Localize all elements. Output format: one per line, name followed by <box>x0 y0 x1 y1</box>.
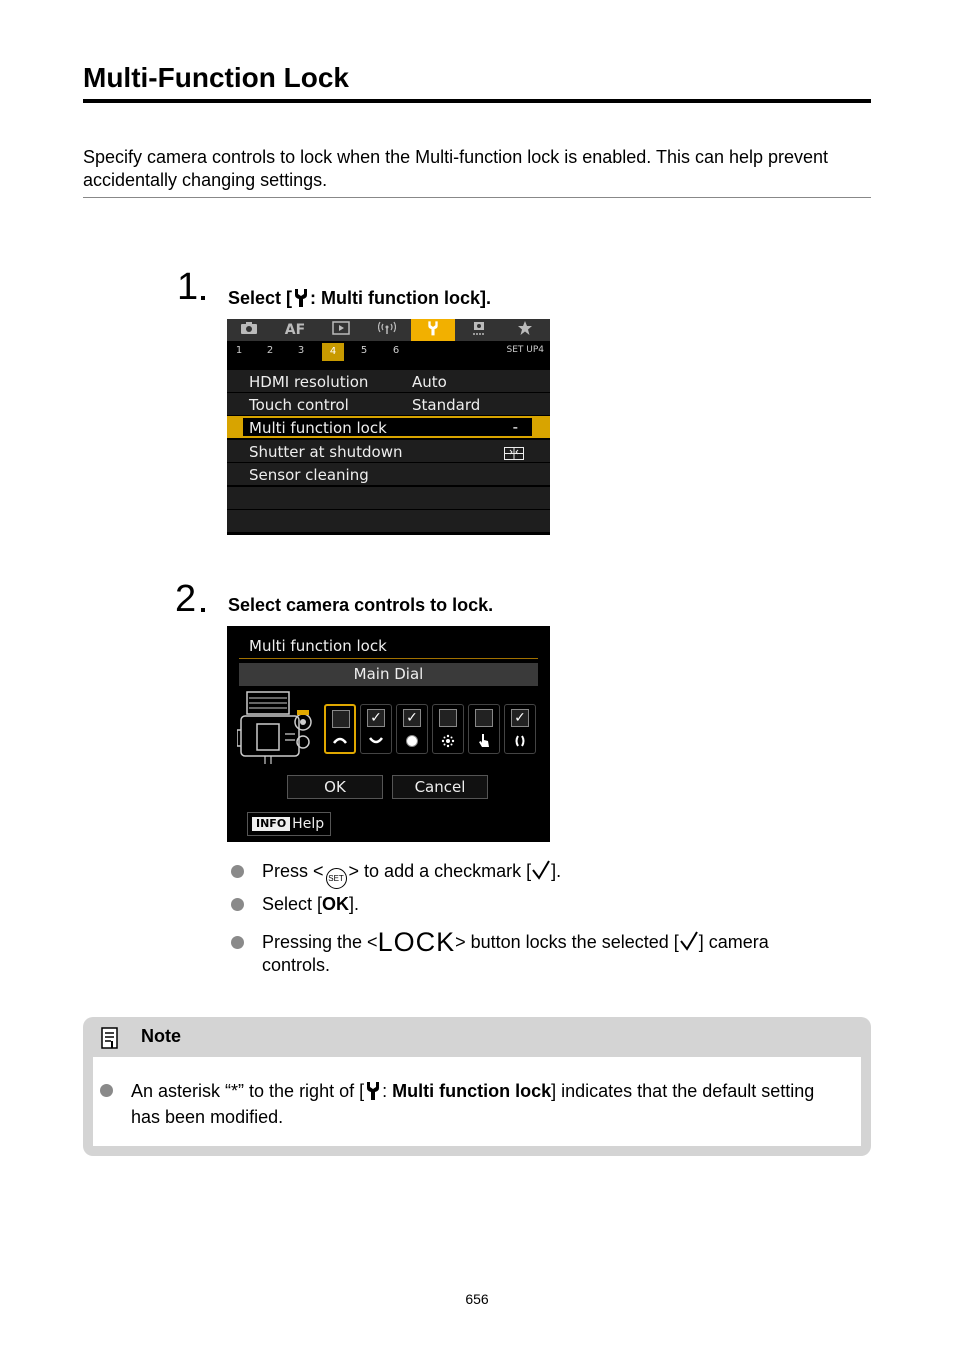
multi-function-lock-screen <box>227 626 550 842</box>
header-rule <box>239 658 538 659</box>
menu-row-label: HDMI resolution <box>249 373 369 391</box>
subtab-4[interactable]: 4 <box>322 343 344 361</box>
control-quick-dial-2[interactable] <box>396 704 428 754</box>
bullet-3-after: > button locks the selected [ <box>455 932 679 952</box>
control-main-dial[interactable] <box>324 704 356 754</box>
wrench-icon <box>292 288 310 312</box>
setup-page-label: SET UP4 <box>506 345 544 355</box>
control-name-bar: Main Dial <box>239 663 538 686</box>
bullet-text-3 <box>262 927 769 957</box>
control-ring-icon <box>505 732 535 750</box>
bullet-dot <box>231 865 244 878</box>
ok-button[interactable]: OK <box>287 775 383 799</box>
control-multi-controller[interactable] <box>432 704 464 754</box>
menu-row-sensor[interactable] <box>227 463 550 485</box>
set-button-icon: SET <box>326 868 347 889</box>
shutter-closed-icon <box>504 445 524 464</box>
checkmark-icon <box>679 931 699 957</box>
menu-row-empty <box>227 487 550 509</box>
menu-row-hdmi[interactable] <box>227 370 550 392</box>
lock-button-icon: LOCK <box>377 927 456 957</box>
camera-icon <box>240 321 258 339</box>
bullet-1-before: Press < <box>262 861 324 881</box>
note-box <box>83 1017 871 1156</box>
custom-icon <box>471 320 487 340</box>
camera-body-icon <box>237 690 321 770</box>
quick-control-dial-icon <box>361 732 391 750</box>
tab-playback[interactable] <box>319 319 363 341</box>
step-2-dot <box>201 608 205 612</box>
bullet-3-before: Pressing the < <box>262 932 378 952</box>
control-ring[interactable] <box>504 704 536 754</box>
touch-hand-icon <box>469 732 499 750</box>
multi-controller-icon <box>433 732 463 750</box>
title-rule <box>83 99 871 103</box>
checkmark-icon: ✓ <box>370 710 382 726</box>
menu-row-label: Shutter at shutdown <box>249 443 403 461</box>
bullet-text-2 <box>262 893 359 916</box>
menu-row-touch[interactable] <box>227 393 550 415</box>
menu-tabs <box>227 319 550 341</box>
star-icon <box>517 320 533 340</box>
step-1-number: 1 <box>177 266 199 308</box>
bullet-1-end: ]. <box>551 861 562 881</box>
bullet-text-1 <box>262 860 561 889</box>
bullet-dot <box>231 898 244 911</box>
checkbox <box>511 709 529 727</box>
menu-row-value: Standard <box>412 396 481 414</box>
menu-row-value: - <box>512 418 518 436</box>
subtab-1[interactable]: 1 <box>235 345 243 356</box>
tab-custom[interactable] <box>457 319 501 341</box>
info-help-button[interactable] <box>247 812 331 836</box>
checkmark-icon: ✓ <box>406 710 418 726</box>
menu-subtabs <box>227 341 550 361</box>
subtab-5[interactable]: 5 <box>360 345 368 356</box>
note-title: Note <box>141 1026 181 1046</box>
menu-row-value: Auto <box>412 373 447 391</box>
checkbox <box>475 709 493 727</box>
menu-row-label: Sensor cleaning <box>249 466 369 484</box>
main-dial-icon <box>326 731 354 749</box>
checkbox <box>439 709 457 727</box>
tab-af-label: AF <box>284 322 306 338</box>
step-1-dot <box>201 296 205 300</box>
bullet-1-after: > to add a checkmark [ <box>348 861 532 881</box>
control-touch[interactable] <box>468 704 500 754</box>
tab-my-menu[interactable] <box>503 319 547 341</box>
bullet-dot <box>100 1084 113 1097</box>
note-text <box>131 1080 831 1129</box>
screen-header: Multi function lock <box>249 637 387 655</box>
checkbox <box>403 709 421 727</box>
memo-icon <box>100 1026 120 1055</box>
subtab-2[interactable]: 2 <box>266 345 274 356</box>
note-text-before: An asterisk “*” to the right of [ <box>131 1081 365 1101</box>
checkmark-icon <box>531 860 551 886</box>
bullet-2-bold: OK <box>322 894 350 914</box>
page-number: 656 <box>465 1291 489 1307</box>
wrench-icon <box>364 1081 382 1106</box>
step-2-number: 2 <box>175 578 197 620</box>
bullet-text-3-line2: controls. <box>262 955 331 975</box>
menu-row-multi-function-lock[interactable] <box>227 416 550 438</box>
menu-row-shutter[interactable] <box>227 440 550 462</box>
help-label: Help <box>292 816 325 832</box>
dial-icon <box>397 732 427 750</box>
bullet-dot <box>231 936 244 949</box>
tab-setup[interactable] <box>411 319 455 341</box>
step-1-text-before: Select [ <box>228 288 293 308</box>
step-2-text: Select camera controls to lock. <box>228 595 494 615</box>
bullet-2-before: Select [ <box>262 894 323 914</box>
menu-row-empty <box>227 510 550 532</box>
tab-af[interactable] <box>273 319 317 341</box>
bullet-3-end: ] camera <box>698 932 769 952</box>
tab-shooting[interactable] <box>227 319 271 341</box>
menu-row-label: Touch control <box>249 396 349 414</box>
menu-row-label: Multi function lock <box>249 419 387 437</box>
intro-rule <box>83 197 871 198</box>
camera-menu-screen <box>227 319 550 535</box>
note-text-colon: : <box>382 1081 393 1101</box>
control-quick-dial[interactable] <box>360 704 392 754</box>
info-tag: INFO <box>252 817 290 831</box>
step-1-text <box>228 288 491 312</box>
subtab-6[interactable]: 6 <box>392 345 400 356</box>
step-1-text-after: : Multi function lock]. <box>310 288 492 308</box>
note-text-bold: Multi function lock <box>392 1081 552 1101</box>
cancel-button[interactable]: Cancel <box>392 775 488 799</box>
playback-icon <box>332 321 350 339</box>
checkbox <box>332 710 350 728</box>
subtab-3[interactable]: 3 <box>297 345 305 356</box>
checkmark-icon: ✓ <box>514 710 526 726</box>
intro-text: Specify camera controls to lock when the Multi-function lock is enabled. This can help prevent accidentally changing settings. <box>83 147 829 190</box>
note-text-after: ] indicates that the default setting has been modified. <box>131 1081 815 1127</box>
wireless-icon <box>378 321 396 339</box>
checkbox <box>367 709 385 727</box>
tab-wireless[interactable] <box>365 319 409 341</box>
page-title: Multi-Function Lock <box>83 62 349 93</box>
wrench-icon <box>426 320 440 340</box>
bullet-2-after: ]. <box>349 894 360 914</box>
